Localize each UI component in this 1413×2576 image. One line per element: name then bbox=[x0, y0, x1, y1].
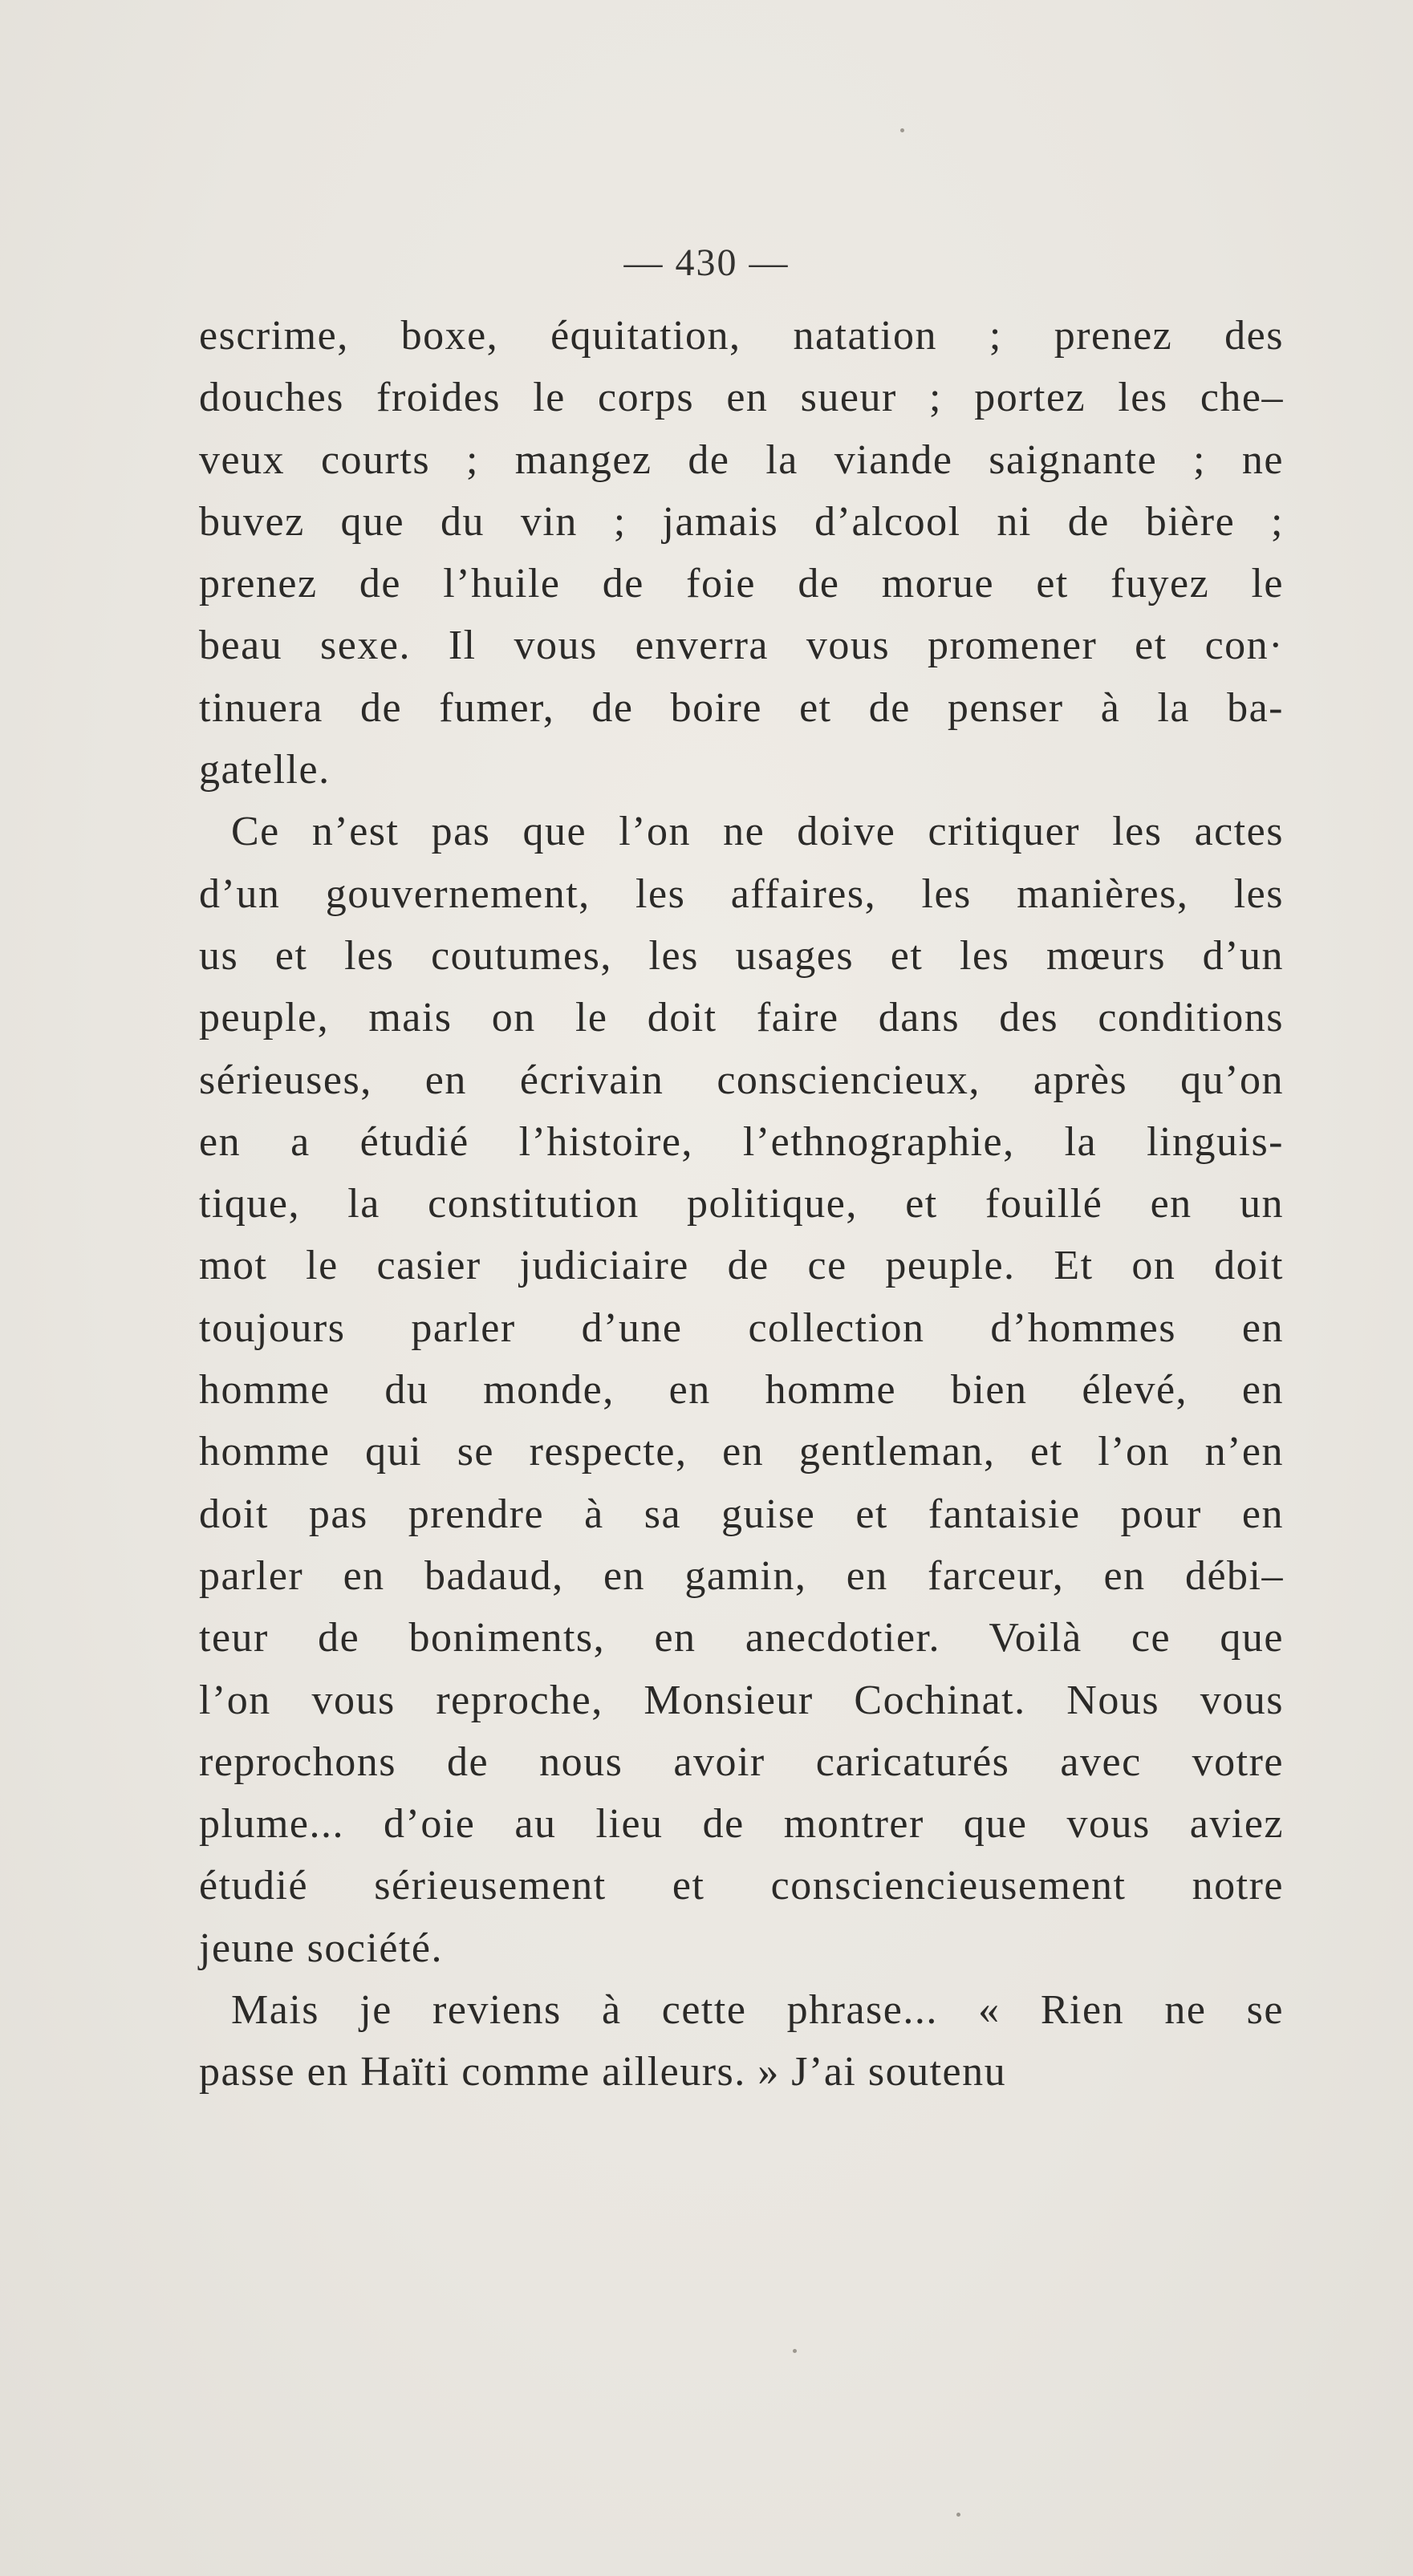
body-text bbox=[199, 305, 1284, 2103]
text-line: escrime, boxe, équitation, natation ; prenez des bbox=[199, 313, 1284, 359]
text-line: jeune société. bbox=[199, 1925, 443, 1971]
text-line: parler en badaud, en gamin, en farceur, en débi– bbox=[199, 1552, 1284, 1599]
page-number: — 430 — bbox=[623, 241, 790, 284]
text-line: douches froides le corps en sueur ; portez les che– bbox=[199, 375, 1284, 421]
text-line: doit pas prendre à sa guise et fantaisie pour en bbox=[199, 1491, 1284, 1537]
paragraph-start-line: Ce n’est pas que l’on ne doive critiquer les actes bbox=[231, 809, 1284, 855]
text-line: tique, la constitution politique, et fouillé en un bbox=[199, 1181, 1284, 1227]
text-line: mot le casier judiciaire de ce peuple. Et on doit bbox=[199, 1243, 1284, 1289]
text-line: veux courts ; mangez de la viande saignante ; ne bbox=[199, 436, 1284, 483]
paper-speck bbox=[793, 2349, 797, 2353]
text-line: en a étudié l’histoire, l’ethnographie, la linguis- bbox=[199, 1118, 1284, 1165]
paper-speck bbox=[956, 2513, 960, 2517]
paragraph-start-line: Mais je reviens à cette phrase... « Rien ne se bbox=[231, 1987, 1284, 2034]
text-line: toujours parler d’une collection d’hommes en bbox=[199, 1304, 1284, 1351]
text-line: plume... d’oie au lieu de montrer que vous aviez bbox=[199, 1801, 1284, 1848]
text-line: gatelle. bbox=[199, 747, 331, 793]
text-line: homme du monde, en homme bien élevé, en bbox=[199, 1367, 1284, 1414]
text-line: passe en Haïti comme ailleurs. » J’ai soutenu bbox=[199, 2049, 1007, 2095]
text-line: sérieuses, en écrivain consciencieux, après qu’on bbox=[199, 1057, 1284, 1103]
text-line: us et les coutumes, les usages et les mœurs d’un bbox=[199, 932, 1284, 979]
text-line: tinuera de fumer, de boire et de penser à la ba- bbox=[199, 684, 1284, 731]
text-line: homme qui se respecte, en gentleman, et l’on n’en bbox=[199, 1429, 1284, 1475]
text-line: prenez de l’huile de foie de morue et fuyez le bbox=[199, 561, 1284, 607]
text-line: reprochons de nous avoir caricaturés avec votre bbox=[199, 1738, 1284, 1785]
text-line: l’on vous reproche, Monsieur Cochinat. Nous vous bbox=[199, 1677, 1284, 1723]
text-line: beau sexe. Il vous enverra vous promener et con· bbox=[199, 623, 1284, 669]
paper-speck bbox=[900, 128, 904, 132]
text-line: peuple, mais on le doit faire dans des conditions bbox=[199, 995, 1284, 1041]
text-line: étudié sérieusement et consciencieusement notre bbox=[199, 1863, 1284, 1909]
text-line: buvez que du vin ; jamais d’alcool ni de bière ; bbox=[199, 498, 1284, 545]
text-line: d’un gouvernement, les affaires, les manières, les bbox=[199, 870, 1284, 917]
text-line: teur de boniments, en anecdotier. Voilà ce que bbox=[199, 1615, 1284, 1661]
